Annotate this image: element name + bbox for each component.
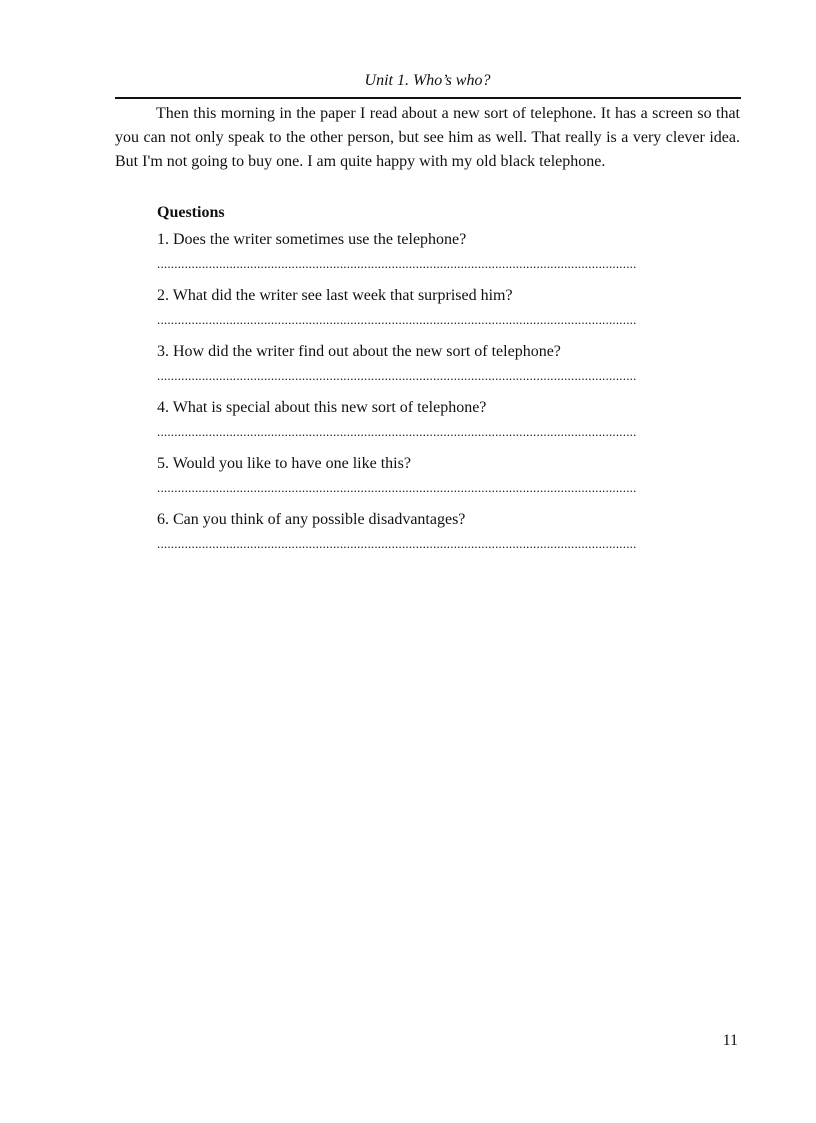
- page-number: 11: [722, 1032, 738, 1049]
- questions-heading: Questions: [157, 204, 225, 221]
- reading-passage: Then this morning in the paper I read about a new sort of telephone. It has a screen so that you can not only speak to the other person, but see him as well. That really is a very clever idea. But I'm not going to buy one. I am quite happy with my old black telephone.: [115, 105, 740, 170]
- question-text: 2. What did the writer see last week that surprised him?: [157, 287, 513, 304]
- question-item: [157, 281, 741, 337]
- question-text: 6. Can you think of any possible disadvantages?: [157, 511, 466, 528]
- answer-line: ...........................................................................................................................................: [157, 256, 637, 271]
- question-item: [157, 337, 741, 393]
- answer-line: ...........................................................................................................................................: [157, 312, 637, 327]
- header-divider: [115, 97, 741, 99]
- answer-line: ...........................................................................................................................................: [157, 536, 637, 551]
- question-item: [157, 449, 741, 505]
- question-text: 5. Would you like to have one like this?: [157, 455, 411, 472]
- answer-line: ...........................................................................................................................................: [157, 480, 637, 495]
- question-text: 4. What is special about this new sort of telephone?: [157, 399, 487, 416]
- question-item: [157, 225, 741, 281]
- question-item: [157, 505, 741, 561]
- question-item: [157, 393, 741, 449]
- running-header: Unit 1. Who’s who?: [364, 72, 491, 89]
- answer-line: ...........................................................................................................................................: [157, 424, 637, 439]
- answer-line: ...........................................................................................................................................: [157, 368, 637, 383]
- questions-section: [157, 201, 741, 561]
- question-text: 1. Does the writer sometimes use the telephone?: [157, 231, 467, 248]
- question-text: 3. How did the writer find out about the new sort of telephone?: [157, 343, 561, 360]
